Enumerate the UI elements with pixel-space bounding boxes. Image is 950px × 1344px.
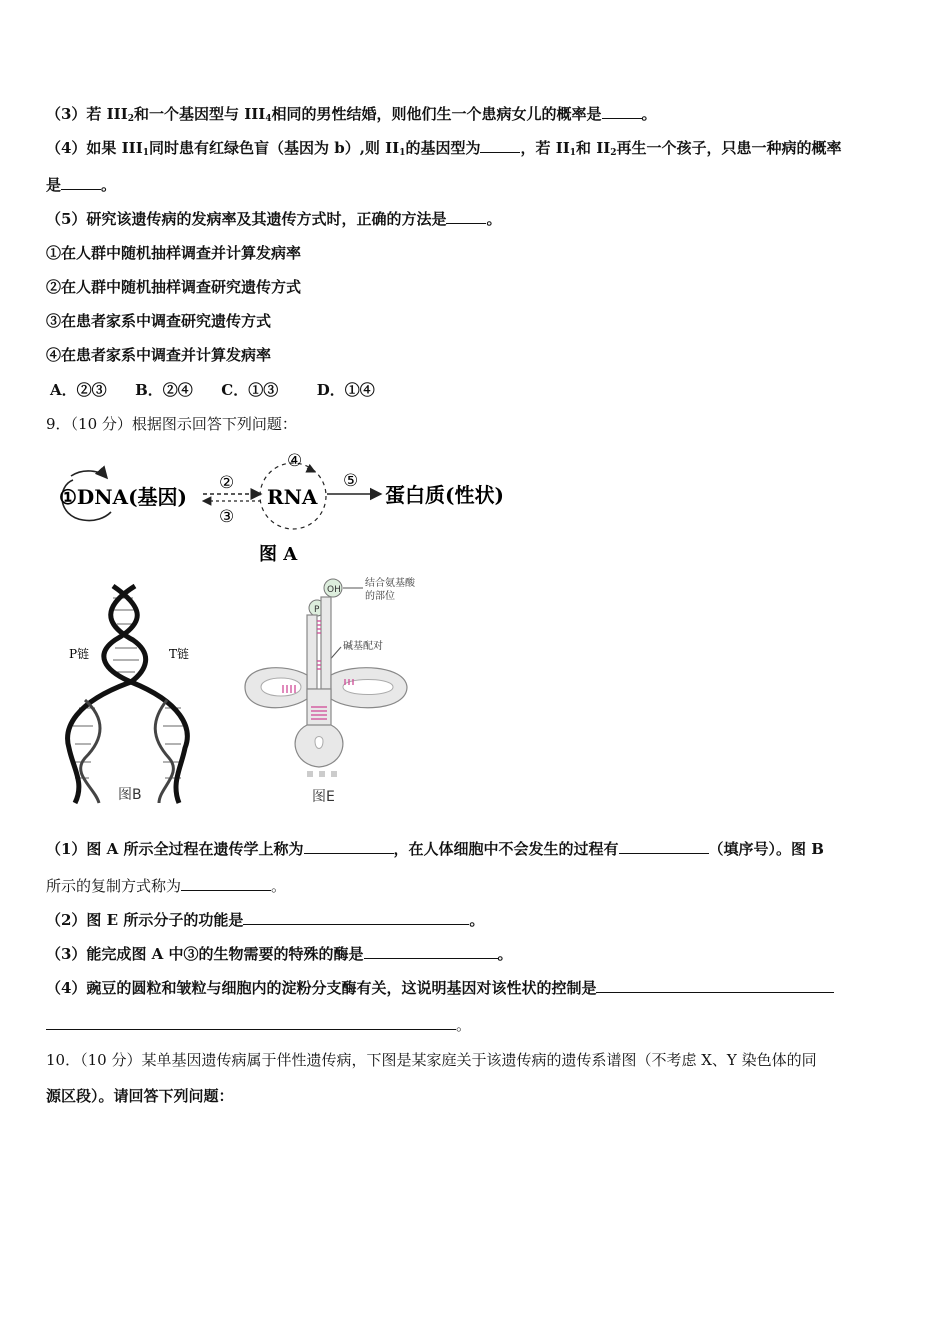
answer-blank [61,175,101,190]
answer-blank [46,1015,456,1030]
reverse-transcription-label: ③ [219,507,235,527]
translation-label: ⑤ [343,471,359,491]
protein-node: 蛋白质(性状) [385,483,504,507]
parent-strand-t [111,586,188,803]
transcription-label: ② [219,473,235,493]
amino-acid-site-label-2: 的部位 [365,591,395,602]
answer-blank [181,876,271,891]
option-d: D．①④ [316,381,375,399]
figure-b-dna-replication [55,578,215,808]
t-strand-label: T链 [169,647,190,661]
figure-a-central-dogma [55,446,545,568]
q9-part2: （2）图 E 所示分子的功能是 。 [46,911,485,929]
q10-line-2: 源区段）。请回答下列问题： [46,1087,234,1105]
rna-replication-label: ④ [287,451,303,471]
q8-part3: （3）若 $III_2$和一个基因型与 $III_4$相同的男性结婚，则他们生一个患病女儿的概率是 。 [46,105,657,124]
answer-blank [596,978,834,993]
parent-strand-p [68,586,138,803]
option-c: C．①③ [221,381,279,399]
base-pairing-label: 碱基配对 [343,641,383,652]
figure-e-trna [235,575,435,785]
figure-b-caption: 图B [118,787,142,803]
q9-heading: 9．（10 分）根据图示回答下列问题： [46,415,297,433]
option-b: B．②④ [135,381,193,399]
p-label: P [314,605,320,615]
answer-blank [602,104,642,119]
q9-part3: （3）能完成图 A 中③的生物需要的特殊的酶是 。 [46,945,513,963]
figure-e-caption: 图E [312,789,335,805]
q8-options [50,380,375,400]
p-strand-label: P链 [69,647,90,661]
q9-part1: （1）图 A 所示全过程在遗传学上称为 ，在人体细胞中不会发生的过程有 （填序号）。图 B [46,840,824,858]
q9-part4: （4）豌豆的圆粒和皱粒与细胞内的淀粉分支酶有关，这说明基因对该性状的控制是 [46,978,834,998]
rna-node: RNA [267,485,318,509]
q8-item-1: ①在人群中随机抽样调查并计算发病率 [46,244,302,262]
q8-part5: （5）研究该遗传病的发病率及其遗传方式时，正确的方法是 。 [46,210,502,228]
answer-blank [243,910,469,925]
q8-item-3: ③在患者家系中调查研究遗传方式 [46,312,272,330]
q8-item-4: ④在患者家系中调查并计算发病率 [46,346,272,364]
figure-a-caption: 图 A [259,544,298,565]
oh-label: OH [327,585,341,595]
q9-part1-cont: 所示的复制方式称为 。 [46,877,287,895]
q8-item-2: ②在人群中随机抽样调查研究遗传方式 [46,278,302,296]
q8-part4: （4）如果 $III_1$同时患有红绿色盲（基因为 b）,则 $II_1$的基因型为 ，若 $II_1$和 $II_2$再生一个孩子，只患一种病的概率 [46,139,842,158]
q8-part4-cont: 是 。 [46,176,117,194]
answer-blank [446,209,486,224]
amino-acid-site-label: 结合氨基酸 [365,578,415,589]
answer-blank [480,138,520,153]
q10-line-1: 10．（10 分）某单基因遗传病属于伴性遗传病，下图是某家庭关于该遗传病的遗传系谱图（不考虑 X、Y 染色体的同 [46,1051,817,1069]
answer-blank [619,839,709,854]
answer-blank [364,944,498,959]
option-a: A．②③ [50,381,107,399]
q9-part4-cont: 。 [46,1015,471,1035]
answer-blank [304,839,394,854]
dna-node: ①DNA(基因) [59,485,187,509]
